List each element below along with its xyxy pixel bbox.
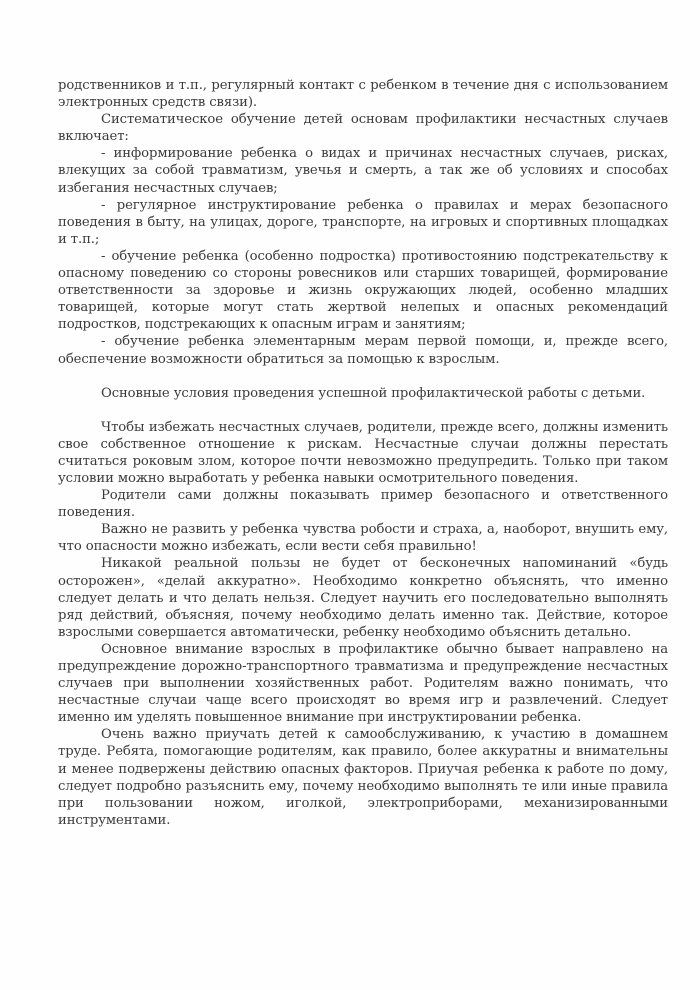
body-paragraph: Важно не развить у ребенка чувства робости и страха, а, наоборот, внушить ему, что опасности можно избежать, если вести себя правильно! [58,522,668,555]
spacer [58,402,668,419]
body-paragraph: Никакой реальной пользы не будет от бесконечных напоминаний «будь осторожен», «делай аккуратно». Необходимо конкретно объяснять, что именно следует делать и что делать нельзя. Следует научить его последовательно выполнять ряд действий, объясняя, почему необходимо делать именно так. Действие, которое взрослыми совершается автоматически, ребенку необходимо объяснить детально. [58,556,668,640]
list-item: - информирование ребенка о видах и причинах несчастных случаев, рисках, влекущих за собой травматизм, увечья и смерть, а так же об условиях и способах избегания несчастных случаев; [58,146,668,196]
body-paragraph: Чтобы избежать несчастных случаев, родители, прежде всего, должны изменить свое собственное отношение к рискам. Несчастные случаи должны перестать считаться роковым злом, которое почти невозможно предупредить. Только при таком условии можно выработать у ребенка навыки осмотрительного поведения. [58,419,668,486]
systematic-intro-paragraph: Систематическое обучение детей основам профилактики несчастных случаев включает: [58,112,668,145]
list-item: - обучение ребенка элементарным мерам первой помощи, и, прежде всего, обеспечение возможности обратиться за помощью к взрослым. [58,334,668,367]
list-item: - регулярное инструктирование ребенка о правилах и мерах безопасного поведения в быту, на улицах, дороге, транспорте, на игровых и спортивных площадках и т.п.; [58,197,668,247]
body-paragraph: Основное внимание взрослых в профилактике обычно бывает направлено на предупреждение дорожно-транспортного травматизма и предупреждение несчастных случаев при выполнении хозяйственных работ. Родителям важно понимать, что несчастные случаи чаще всего происходят во время игр и развлечений. Следует именно им уделять повышенное внимание при инструктировании ребенка. [58,641,668,726]
section-heading: Основные условия проведения успешной профилактической работы с детьми. [101,385,646,401]
body-paragraph: Очень важно приучать детей к самообслуживанию, к участию в домашнем труде. Ребята, помогающие родителям, как правило, более аккуратны и внимательны и менее подвержены действию опасных факторов. Приучая ребенка к работе по дому, следует подробно разъяснить ему, почему необходимо выполнять те или иные правила при пользовании ножом, иголкой, электроприборами, механизированными инструментами. [58,727,668,828]
document-body [58,77,668,829]
list-item: - обучение ребенка (особенно подростка) противостоянию подстрекательству к опасному поведению со стороны ровесников или старших товарищей, формирование ответственности за здоровье и жизнь окружающих людей, особенно младших товарищей, которые могут стать жертвой нелепых и опасных рекомендаций подростков, подстрекающих к опасным играм и занятиям; [58,248,668,333]
spacer [58,368,668,385]
body-paragraph: Родители сами должны показывать пример безопасного и ответственного поведения. [58,488,668,521]
continuation-paragraph: родственников и т.п., регулярный контакт с ребенком в течение дня с использованием электронных средств связи). [58,78,668,111]
